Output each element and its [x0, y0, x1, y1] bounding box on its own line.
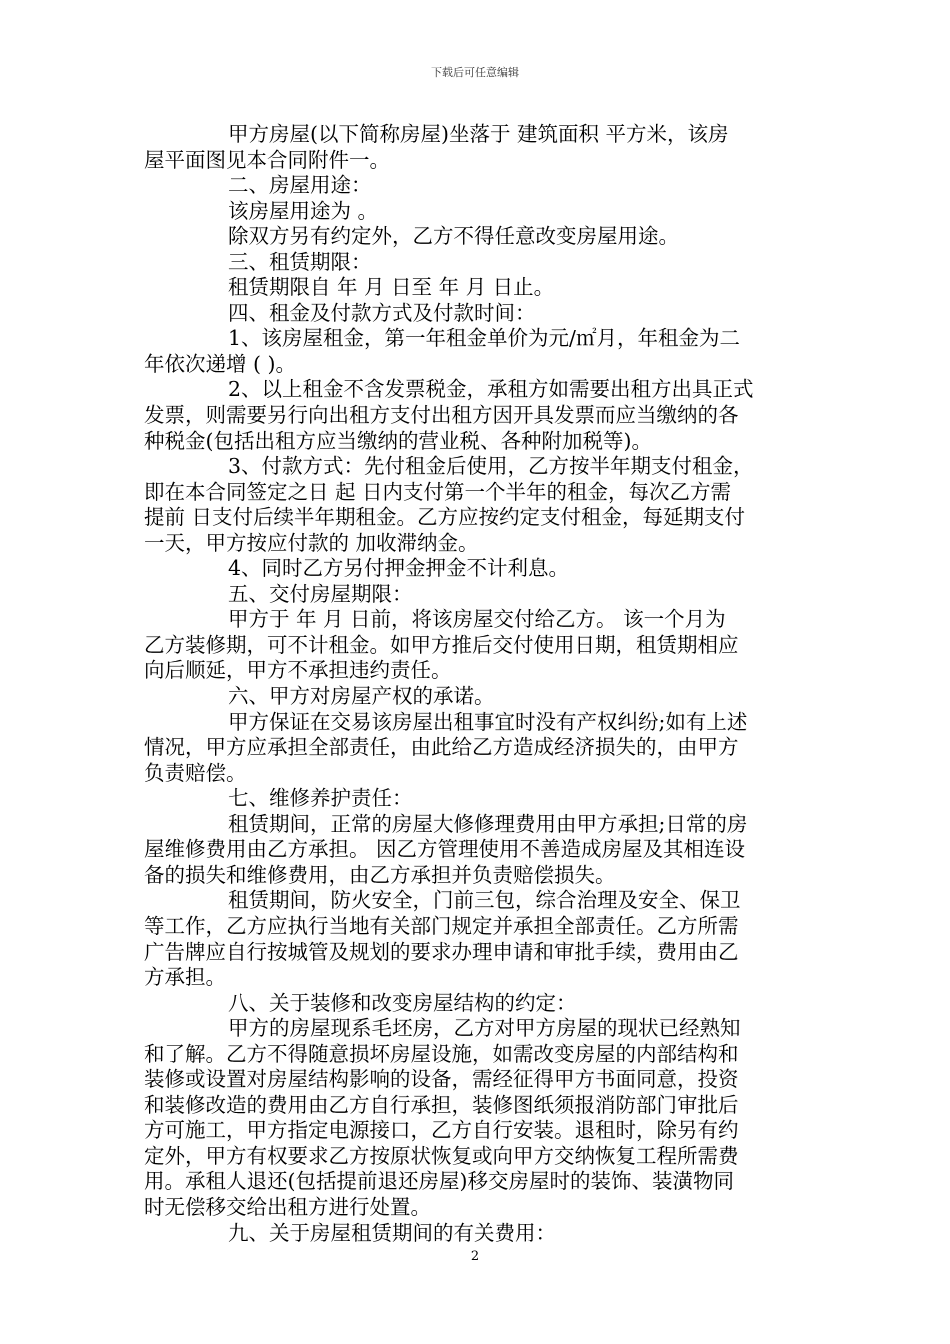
paragraph-line: 3、付款方式：先付租金后使用，乙方按半年期支付租金，: [228, 454, 754, 479]
contract-paragraph: [144, 122, 804, 173]
paragraph-line: 装修或设置对房屋结构影响的设备，需经征得甲方书面同意，投资: [144, 1067, 739, 1092]
contract-paragraph: [144, 684, 804, 710]
contract-paragraph: [144, 301, 804, 327]
paragraph-line: 租赁期限自 年 月 日至 年 月 日止。: [228, 275, 555, 300]
paragraph-line: 二、房屋用途：: [228, 173, 372, 198]
paragraph-line: 和了解。乙方不得随意损坏房屋设施，如需改变房屋的内部结构和: [144, 1041, 739, 1066]
paragraph-line: 屋平面图见本合同附件一。: [144, 147, 390, 172]
paragraph-line: 2、以上租金不含发票税金，承租方如需要出租方出具正式: [228, 377, 754, 402]
paragraph-line: 甲方于 年 月 日前，将该房屋交付给乙方。 该一个月为: [228, 607, 726, 632]
paragraph-line: 等工作，乙方应执行当地有关部门规定并承担全部责任。乙方所需: [144, 913, 739, 938]
contract-paragraph: [144, 888, 804, 990]
paragraph-line: 五、交付房屋期限：: [228, 581, 413, 606]
paragraph-line: 该房屋用途为 。: [228, 198, 379, 223]
contract-paragraph: [144, 1016, 804, 1220]
paragraph-line: 定外，甲方有权要求乙方按原状恢复或向甲方交纳恢复工程所需费: [144, 1143, 739, 1168]
paragraph-line: 4、同时乙方另付押金押金不计利息。: [228, 556, 570, 581]
contract-paragraph: [144, 275, 804, 301]
contract-paragraph: [144, 607, 804, 684]
paragraph-line: 时无偿移交给出租方进行处置。: [144, 1194, 431, 1219]
paragraph-line: 方可施工，甲方指定电源接口，乙方自行安装。退租时，除另有约: [144, 1118, 739, 1143]
paragraph-line: 和装修改造的费用由乙方自行承担，装修图纸须报消防部门审批后: [144, 1092, 739, 1117]
contract-paragraph: [144, 582, 804, 608]
paragraph-line: 负责赔偿。: [144, 760, 247, 785]
contract-paragraph: [144, 199, 804, 225]
paragraph-line: 发票，则需要另行向出租方支付出租方因开具发票而应当缴纳的各: [144, 403, 739, 428]
paragraph-line: 乙方装修期，可不计租金。如甲方推后交付使用日期，租赁期相应: [144, 632, 739, 657]
paragraph-line: 备的损失和维修费用，由乙方承担并负责赔偿损失。: [144, 862, 616, 887]
contract-paragraph: [144, 326, 804, 377]
paragraph-line: 租赁期间，防火安全，门前三包，综合治理及安全、保卫: [228, 888, 741, 913]
contract-paragraph: [144, 812, 804, 889]
paragraph-line: 租赁期间，正常的房屋大修修理费用由甲方承担;日常的房: [228, 811, 748, 836]
paragraph-line: 广告牌应自行按城管及规划的要求办理申请和审批手续，费用由乙: [144, 939, 739, 964]
paragraph-line: 六、甲方对房屋产权的承诺。: [228, 684, 495, 709]
paragraph-line: 八、关于装修和改变房屋结构的约定：: [228, 990, 577, 1015]
paragraph-line: 九、关于房屋租赁期间的有关费用：: [228, 1220, 556, 1245]
page-number: 2: [470, 1249, 480, 1264]
paragraph-line: 屋维修费用由乙方承担。 因乙方管理使用不善造成房屋及其相连设: [144, 837, 746, 862]
document-body: [144, 122, 804, 1246]
contract-paragraph: [144, 377, 804, 454]
contract-paragraph: [144, 991, 804, 1017]
contract-paragraph: [144, 224, 804, 250]
paragraph-line: 除双方另有约定外，乙方不得任意改变房屋用途。: [228, 224, 679, 249]
contract-paragraph: [144, 710, 804, 787]
paragraph-line: 用。承租人退还(包括提前退还房屋)移交房屋时的装饰、装潢物同: [144, 1169, 734, 1194]
paragraph-line: 向后顺延，甲方不承担违约责任。: [144, 658, 452, 683]
contract-paragraph: [144, 556, 804, 582]
paragraph-line: 四、租金及付款方式及付款时间：: [228, 300, 536, 325]
contract-paragraph: [144, 454, 804, 556]
paragraph-line: 一天，甲方按应付款的 加收滞纳金。: [144, 530, 479, 555]
paragraph-line: 1、该房屋租金，第一年租金单价为元/㎡月，年租金为二: [228, 326, 740, 351]
contract-paragraph: [144, 250, 804, 276]
paragraph-line: 三、租赁期限：: [228, 249, 372, 274]
paragraph-line: 情况，甲方应承担全部责任，由此给乙方造成经济损失的，由甲方: [144, 735, 739, 760]
contract-paragraph: [144, 786, 804, 812]
paragraph-line: 提前 日支付后续半年期租金。乙方应按约定支付租金，每延期支付: [144, 505, 746, 530]
paragraph-line: 甲方保证在交易该房屋出租事宜时没有产权纠纷;如有上述: [228, 709, 748, 734]
contract-paragraph: [144, 1221, 804, 1247]
paragraph-line: 种税金(包括出租方应当缴纳的营业税、各种附加税等)。: [144, 428, 652, 453]
paragraph-line: 年依次递增 ( )。: [144, 351, 297, 376]
paragraph-line: 方承担。: [144, 965, 226, 990]
paragraph-line: 即在本合同签定之日 起 日内支付第一个半年的租金，每次乙方需: [144, 479, 732, 504]
page-header: 下载后可任意编辑: [431, 66, 519, 79]
paragraph-line: 七、维修养护责任：: [228, 786, 413, 811]
contract-paragraph: [144, 173, 804, 199]
paragraph-line: 甲方房屋(以下简称房屋)坐落于 建筑面积 平方米，该房: [228, 122, 729, 146]
paragraph-line: 甲方的房屋现系毛坯房，乙方对甲方房屋的现状已经熟知: [228, 1016, 741, 1041]
